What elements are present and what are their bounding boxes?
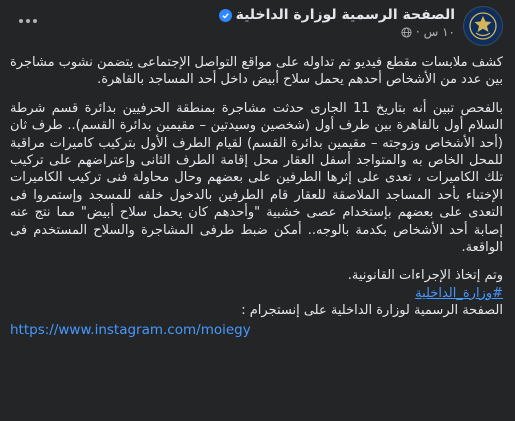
post-paragraph-1: كشف ملابسات مقطع فيديو تم تداوله على مواقع التواصل الإجتماعى يتضمن نشوب مشاجرة بين عدد من الأشخاص أحدهم يحمل سلاح أبيض داخل أحد المساجد بالقاهرة. — [10, 55, 503, 88]
post-paragraph-3: وتم إتخاذ الإجراءات القانونية. — [347, 268, 503, 284]
post-paragraph-2: بالفحص تبين أنه بتاريخ 11 الجارى حدثت مشاجرة بمنطقة الحرفيين بدائرة قسم شرطة السلام أول بالقاهرة بين طرف أول (شخصين وسيدتين – مقيمين بدائرة القسم).. طرف ثان (أحد الأشخاص وزوجته – مقيمين بدائرة القسم) لقيام الطرف الأول بتركيب كاميرات مراقبة للمحل الخاص به والمتواجد أسفل العقار محل إقامة الطرف الثانى وإعتراضهم على تركيب تلك الكاميرات ، تعدى على إثرها الطرفين على بعضهم وحال محاولة فنى تركيب الكاميرات الإختباء بأحد المساجد الملاصقة للعقار قام الطرفين بالدخول خلفه للمسجد وإستمروا فى التعدى على بعضهم بإستخدام عصى خشبية "وأحدهم كان يحمل سلاح أبيض" مما نتج عنه إصابة أحد الأشخاص بكدمة بالوجه.. أمكن ضبط طرفى المشاجرة والسلاح المستخدم فى الواقعة. — [10, 100, 503, 256]
instagram-caption: الصفحة الرسمية لوزارة الداخلية على إنستجرام : — [241, 303, 503, 319]
more-options-icon[interactable] — [14, 10, 42, 32]
page-avatar[interactable] — [463, 6, 503, 46]
page-name[interactable]: الصفحة الرسمية لوزارة الداخلية — [235, 7, 455, 23]
post-header — [10, 6, 503, 52]
page-name-row — [219, 7, 455, 23]
time-separator: · — [415, 25, 420, 39]
globe-icon — [401, 27, 412, 38]
post-meta — [219, 7, 455, 39]
hashtag-link[interactable]: #وزارة_الداخلية — [415, 285, 503, 301]
police-emblem-icon — [468, 11, 498, 41]
instagram-link[interactable]: https://www.instagram.com/moiegy — [10, 321, 251, 338]
post-timestamp[interactable]: ١٠ س — [423, 25, 455, 39]
verified-badge-icon — [219, 9, 232, 22]
post-time-row — [219, 25, 455, 39]
post-body — [10, 54, 503, 339]
